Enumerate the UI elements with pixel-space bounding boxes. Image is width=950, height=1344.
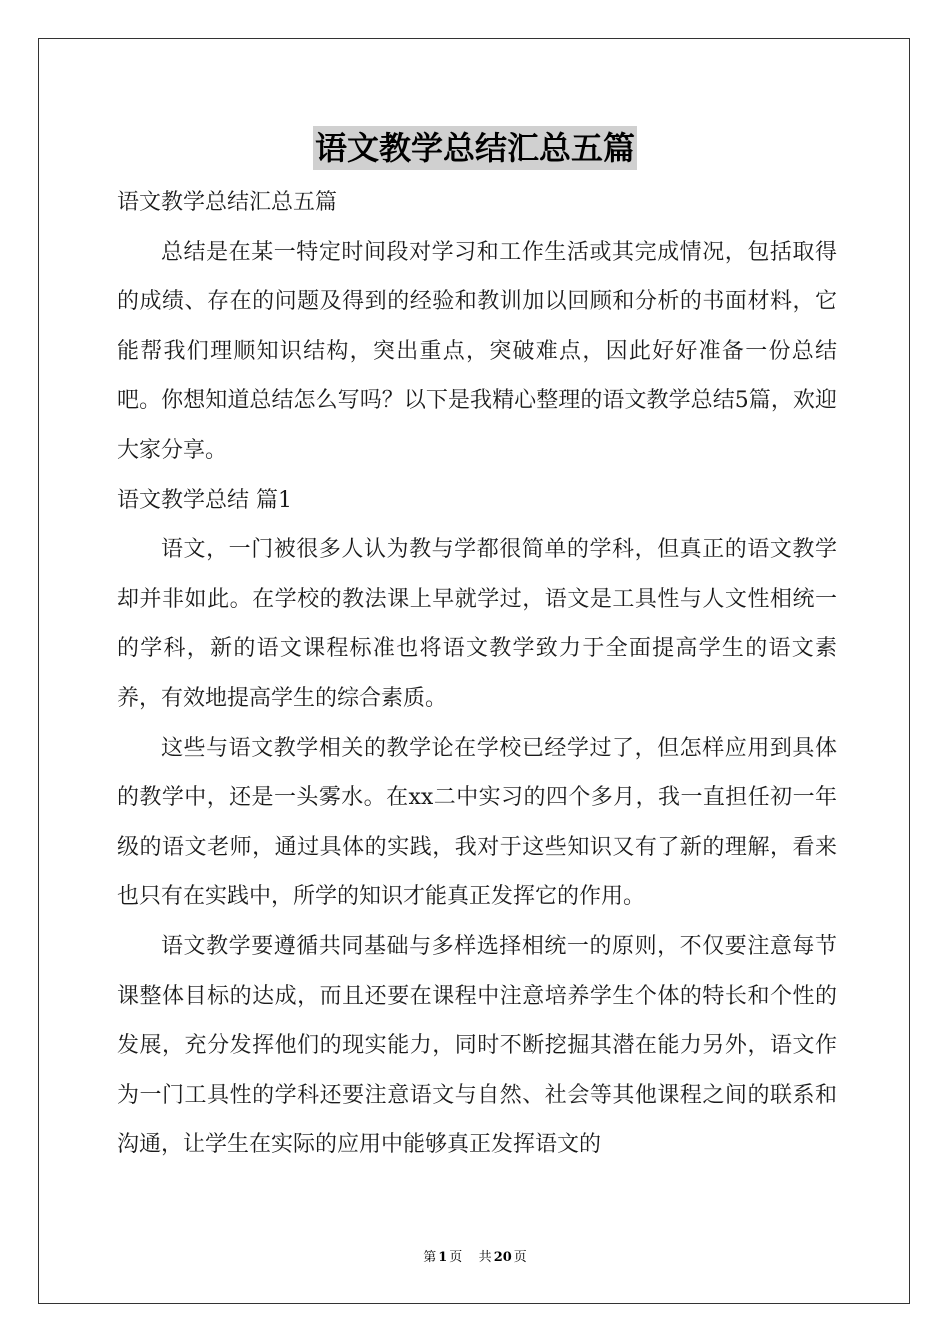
paragraph: 语文，一门被很多人认为教与学都很简单的学科，但真正的语文教学却并非如此。在学校的教法课上早就学过，语文是工具性与人文性相统一的学科，新的语文课程标准也将语文教学致力于全面提高学生的语文素养，有效地提高学生的综合素质。	[117, 537, 837, 711]
total-label-prefix: 共	[478, 1250, 492, 1265]
section-heading: 语文教学总结 篇1	[117, 487, 292, 513]
paragraph: 语文教学要遵循共同基础与多样选择相统一的原则，不仅要注意每节课整体目标的达成，而且还要在课程中注意培养学生个体的特长和个性的发展，充分发挥他们的现实能力，同时不断挖掘其潜在能力另外，语文作为一门工具性的学科还要注意语文与自然、社会等其他课程之间的联系和沟通，让学生在实际的应用中能够真正发挥语文的	[117, 933, 837, 1158]
title-container	[0, 126, 950, 170]
page-number: 1	[438, 1250, 448, 1265]
page-footer	[0, 1246, 950, 1265]
page-label-prefix: 第	[423, 1250, 437, 1265]
page-label-suffix: 页	[449, 1250, 463, 1265]
paragraph: 这些与语文教学相关的教学论在学校已经学过了，但怎样应用到具体的教学中，还是一头雾水。在xx二中实习的四个多月，我一直担任初一年级的语文老师，通过具体的实践，我对于这些知识又有了新的理解，看来也只有在实践中，所学的知识才能真正发挥它的作用。	[117, 735, 837, 910]
paragraph: 总结是在某一特定时间段对学习和工作生活或其完成情况，包括取得的成绩、存在的问题及得到的经验和教训加以回顾和分析的书面材料，它能帮我们理顺知识结构，突出重点，突破难点，因此好好准备一份总结吧。你想知道总结怎么写吗？以下是我精心整理的语文教学总结5篇，欢迎大家分享。	[117, 239, 837, 463]
paragraph: 语文教学总结汇总五篇	[117, 190, 338, 215]
total-pages: 20	[493, 1250, 512, 1265]
document-title: 语文教学总结汇总五篇	[313, 126, 637, 170]
total-label-suffix: 页	[513, 1250, 527, 1265]
document-body	[117, 178, 837, 1170]
